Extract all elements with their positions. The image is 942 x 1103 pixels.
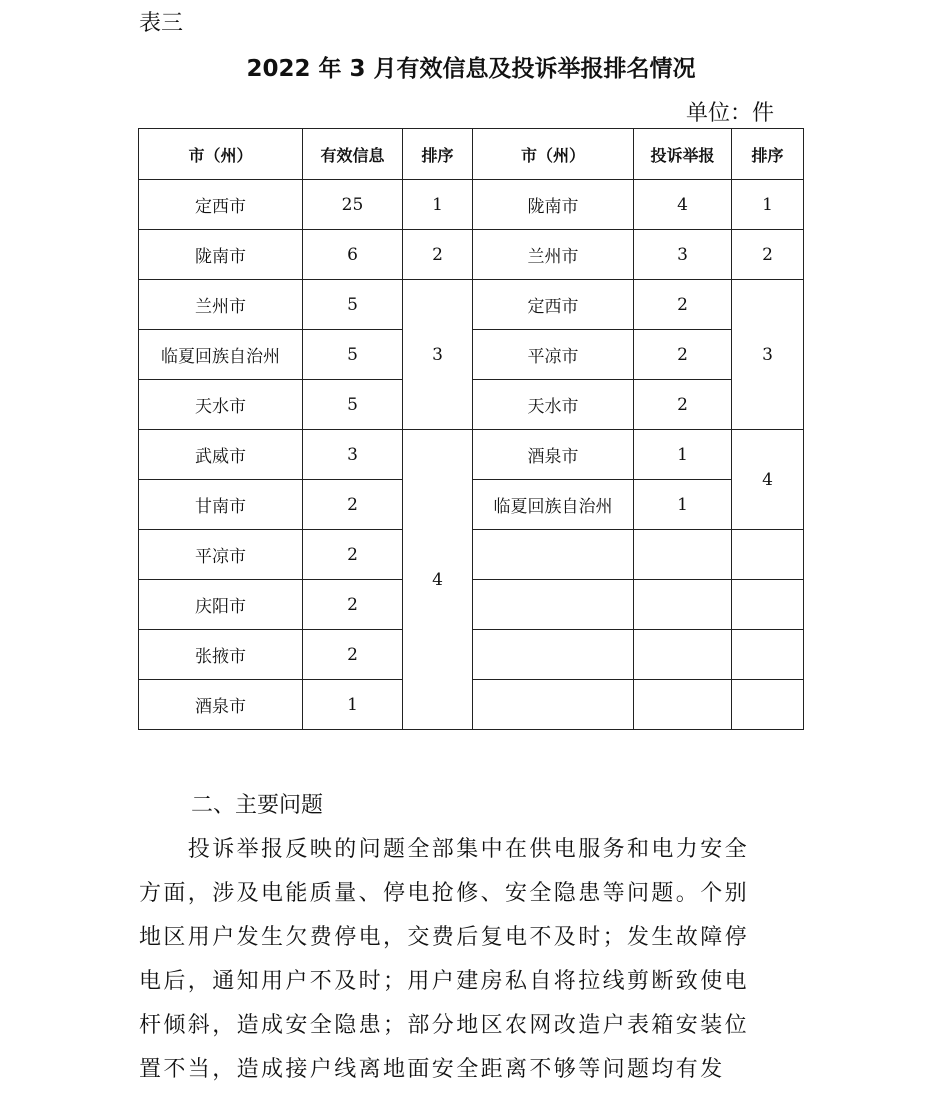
paragraph-line: 置不当，造成接户线离地面安全距离不够等问题均有发 bbox=[139, 1057, 725, 1082]
right-city-cell: 定西市 bbox=[473, 280, 634, 330]
paragraph-line: 电后，通知用户不及时；用户建房私自将拉线剪断致使电 bbox=[139, 969, 750, 994]
left-value-cell: 5 bbox=[303, 280, 403, 330]
empty-cell bbox=[473, 530, 634, 580]
table-row bbox=[139, 430, 804, 480]
left-rank-cell: 2 bbox=[403, 230, 473, 280]
header-city-left: 市（州） bbox=[139, 129, 303, 180]
empty-cell bbox=[732, 530, 804, 580]
left-city-cell: 张掖市 bbox=[139, 630, 303, 680]
left-rank-cell: 3 bbox=[403, 280, 473, 430]
left-city-cell: 兰州市 bbox=[139, 280, 303, 330]
left-value-cell: 1 bbox=[303, 680, 403, 730]
header-valid-info: 有效信息 bbox=[303, 129, 403, 180]
left-city-cell: 天水市 bbox=[139, 380, 303, 430]
table-row bbox=[139, 180, 804, 230]
left-value-cell: 2 bbox=[303, 530, 403, 580]
left-value-cell: 6 bbox=[303, 230, 403, 280]
empty-cell bbox=[732, 680, 804, 730]
left-city-cell: 甘南市 bbox=[139, 480, 303, 530]
paragraph-line: 地区用户发生欠费停电，交费后复电不及时；发生故障停 bbox=[139, 925, 750, 950]
right-city-cell: 兰州市 bbox=[473, 230, 634, 280]
left-city-cell: 定西市 bbox=[139, 180, 303, 230]
table-row bbox=[139, 280, 804, 330]
left-city-cell: 临夏回族自治州 bbox=[139, 330, 303, 380]
right-value-cell: 2 bbox=[634, 280, 732, 330]
left-city-cell: 庆阳市 bbox=[139, 580, 303, 630]
paragraph-line: 杆倾斜，造成安全隐患；部分地区农网改造户表箱安装位 bbox=[139, 1013, 750, 1038]
header-rank-left: 排序 bbox=[403, 129, 473, 180]
left-city-cell: 武威市 bbox=[139, 430, 303, 480]
left-value-cell: 3 bbox=[303, 430, 403, 480]
right-rank-cell: 2 bbox=[732, 230, 804, 280]
empty-cell bbox=[473, 580, 634, 630]
table-header-row bbox=[139, 129, 804, 180]
paragraph-line: 投诉举报反映的问题全部集中在供电服务和电力安全 bbox=[139, 837, 750, 862]
left-rank-cell: 4 bbox=[403, 430, 473, 730]
empty-cell bbox=[634, 580, 732, 630]
right-city-cell: 临夏回族自治州 bbox=[473, 480, 634, 530]
right-value-cell: 2 bbox=[634, 330, 732, 380]
header-city-right: 市（州） bbox=[473, 129, 634, 180]
empty-cell bbox=[634, 680, 732, 730]
body-paragraph bbox=[139, 828, 803, 1092]
right-city-cell: 陇南市 bbox=[473, 180, 634, 230]
header-rank-right: 排序 bbox=[732, 129, 804, 180]
right-value-cell: 2 bbox=[634, 380, 732, 430]
left-city-cell: 平凉市 bbox=[139, 530, 303, 580]
right-city-cell: 天水市 bbox=[473, 380, 634, 430]
left-value-cell: 5 bbox=[303, 380, 403, 430]
left-city-cell: 陇南市 bbox=[139, 230, 303, 280]
empty-cell bbox=[634, 530, 732, 580]
left-value-cell: 25 bbox=[303, 180, 403, 230]
empty-cell bbox=[473, 680, 634, 730]
document-title: 2022 年 3 月有效信息及投诉举报排名情况 bbox=[246, 56, 696, 82]
left-value-cell: 2 bbox=[303, 480, 403, 530]
table-label: 表三 bbox=[139, 11, 184, 36]
paragraph-line: 方面，涉及电能质量、停电抢修、安全隐患等问题。个别 bbox=[139, 881, 750, 906]
table-row bbox=[139, 230, 804, 280]
left-city-cell: 酒泉市 bbox=[139, 680, 303, 730]
right-city-cell: 平凉市 bbox=[473, 330, 634, 380]
right-value-cell: 1 bbox=[634, 430, 732, 480]
unit-label: 单位：件 bbox=[686, 101, 775, 126]
empty-cell bbox=[732, 630, 804, 680]
header-complaints: 投诉举报 bbox=[634, 129, 732, 180]
ranking-table bbox=[138, 128, 804, 730]
empty-cell bbox=[634, 630, 732, 680]
right-value-cell: 4 bbox=[634, 180, 732, 230]
right-value-cell: 3 bbox=[634, 230, 732, 280]
right-city-cell: 酒泉市 bbox=[473, 430, 634, 480]
left-value-cell: 5 bbox=[303, 330, 403, 380]
right-rank-cell: 4 bbox=[732, 430, 804, 530]
left-rank-cell: 1 bbox=[403, 180, 473, 230]
left-value-cell: 2 bbox=[303, 580, 403, 630]
right-rank-cell: 3 bbox=[732, 280, 804, 430]
section-heading: 二、主要问题 bbox=[191, 793, 324, 818]
right-rank-cell: 1 bbox=[732, 180, 804, 230]
right-value-cell: 1 bbox=[634, 480, 732, 530]
left-value-cell: 2 bbox=[303, 630, 403, 680]
empty-cell bbox=[732, 580, 804, 630]
empty-cell bbox=[473, 630, 634, 680]
